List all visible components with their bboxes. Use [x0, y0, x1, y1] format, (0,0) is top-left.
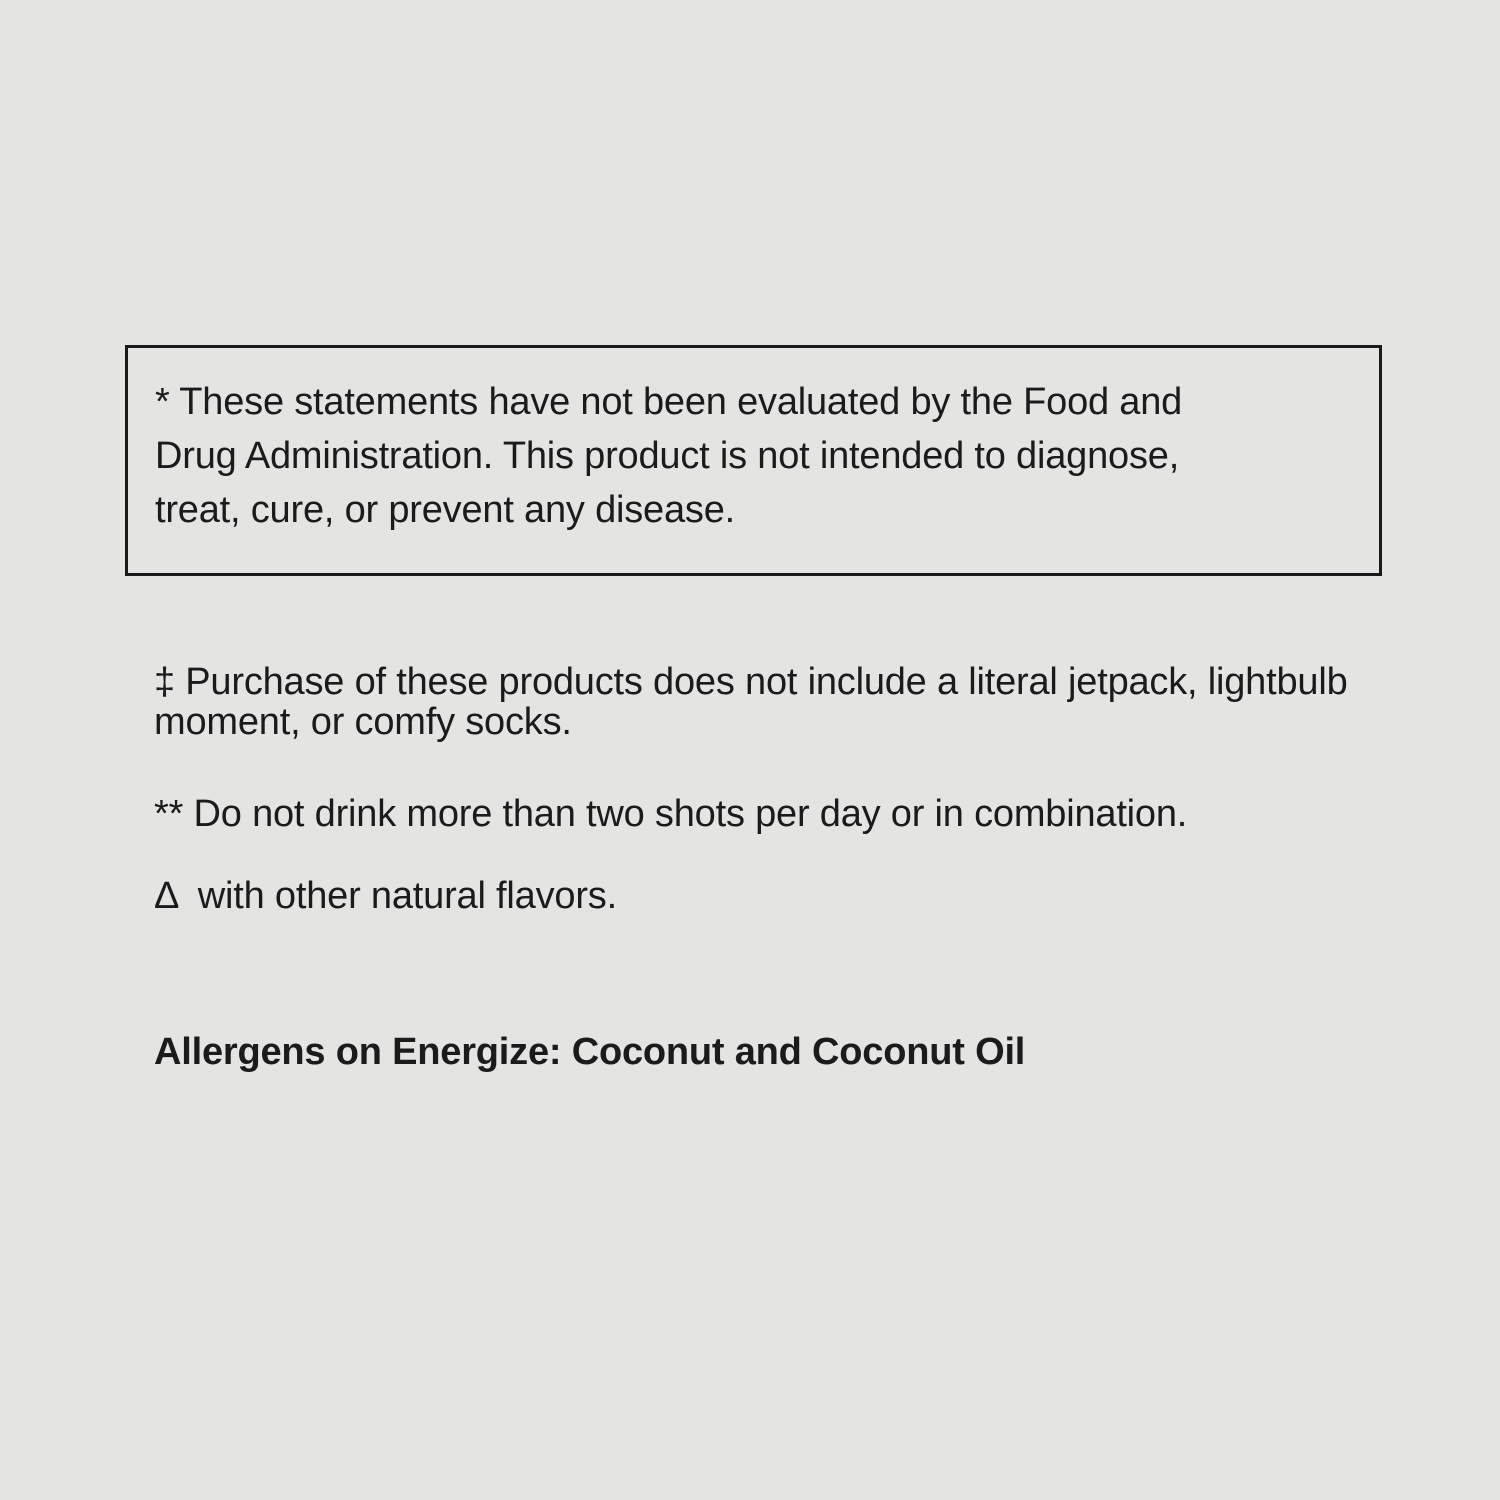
footnote-natural-flavors-line-1: Δ with other natural flavors. — [154, 875, 617, 917]
fda-disclaimer-text — [155, 375, 1351, 537]
footnote-two-shots-warning — [154, 794, 1414, 834]
footnote-jetpack-line-2: moment, or comfy socks. — [154, 701, 572, 743]
footnote-jetpack-line-1: ‡ Purchase of these products does not include a literal jetpack, lightbulb — [154, 661, 1348, 703]
footnote-jetpack-disclaimer — [154, 662, 1414, 742]
footnotes-section — [154, 662, 1414, 916]
footnote-two-shots-line-1: ** Do not drink more than two shots per day or in combination. — [154, 793, 1188, 835]
fda-disclaimer-line-1: * These statements have not been evaluated by the Food and — [155, 381, 1183, 423]
fda-disclaimer-line-2: Drug Administration. This product is not intended to diagnose, — [155, 435, 1180, 477]
fda-disclaimer-line-3: treat, cure, or prevent any disease. — [155, 489, 736, 531]
fda-disclaimer-box — [125, 345, 1382, 576]
footnote-natural-flavors — [154, 876, 1414, 916]
allergen-statement: Allergens on Energize: Coconut and Coconut Oil — [154, 1031, 1026, 1073]
